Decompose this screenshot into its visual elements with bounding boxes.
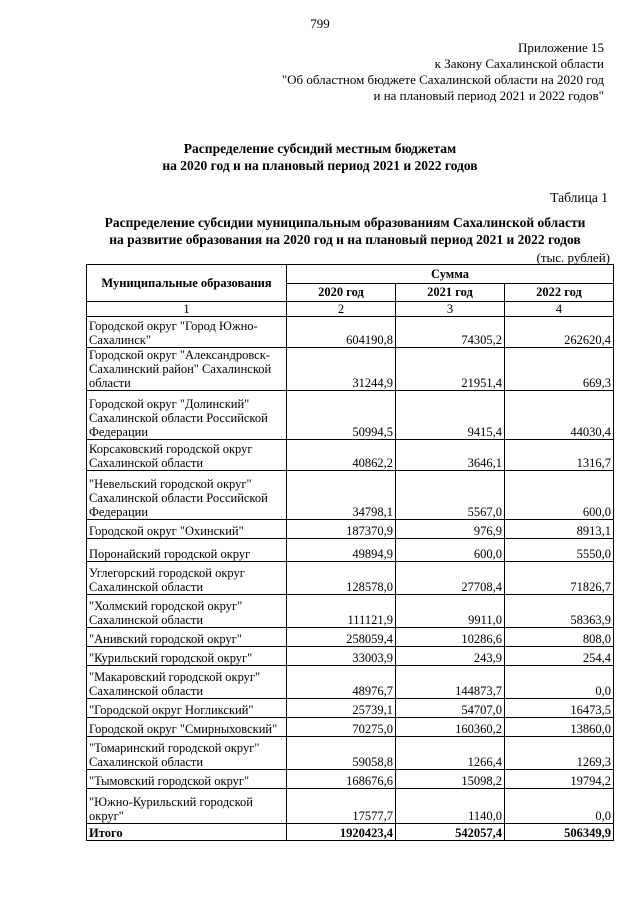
value-2021: 243,9 bbox=[396, 647, 505, 666]
value-2021: 144873,7 bbox=[396, 666, 505, 699]
table-row bbox=[87, 595, 614, 628]
municipality-name: "Невельский городской округ" Сахалинской области Российской Федерации bbox=[87, 471, 287, 520]
header-year: 2021 год bbox=[396, 283, 505, 302]
value-2021: 21951,4 bbox=[396, 348, 505, 391]
value-2020: 17577,7 bbox=[287, 789, 396, 824]
table-row bbox=[87, 391, 614, 440]
column-number: 3 bbox=[396, 302, 505, 317]
table-row bbox=[87, 440, 614, 471]
value-2021: 976,9 bbox=[396, 520, 505, 539]
value-2021: 3646,1 bbox=[396, 440, 505, 471]
value-2020: 187370,9 bbox=[287, 520, 396, 539]
table-label: Таблица 1 bbox=[550, 190, 608, 205]
value-2021: 54707,0 bbox=[396, 699, 505, 718]
appendix-line: и на плановый период 2021 и 2022 годов" bbox=[373, 88, 604, 103]
subtitle-line: Распределение субсидии муниципальным образованиям Сахалинской области bbox=[104, 215, 586, 230]
value-2022: 5550,0 bbox=[505, 539, 614, 562]
value-2020: 59058,8 bbox=[287, 737, 396, 770]
table-row bbox=[87, 770, 614, 789]
column-number: 2 bbox=[287, 302, 396, 317]
table-row bbox=[87, 789, 614, 824]
header-municipal: Муниципальные образования bbox=[87, 265, 287, 302]
value-2022: 8913,1 bbox=[505, 520, 614, 539]
value-2020: 604190,8 bbox=[287, 317, 396, 348]
title-line: Распределение субсидий местным бюджетам bbox=[183, 141, 457, 156]
value-2021: 5567,0 bbox=[396, 471, 505, 520]
value-2022: 16473,5 bbox=[505, 699, 614, 718]
municipality-name: "Курильский городской округ" bbox=[87, 647, 287, 666]
municipality-name: Городской округ "Охинский" bbox=[87, 520, 287, 539]
document-title bbox=[0, 140, 640, 174]
appendix-line: к Закону Сахалинской области bbox=[434, 56, 604, 71]
table-row bbox=[87, 628, 614, 647]
value-2020: 48976,7 bbox=[287, 666, 396, 699]
total-value-2020: 1920423,4 bbox=[287, 824, 396, 841]
table-row bbox=[87, 348, 614, 391]
value-2020: 34798,1 bbox=[287, 471, 396, 520]
table-row bbox=[87, 317, 614, 348]
units-note: (тыс. рублей) bbox=[536, 250, 610, 265]
appendix-note bbox=[282, 40, 604, 104]
municipality-name: "Холмский городской округ" Сахалинской области bbox=[87, 595, 287, 628]
table-row bbox=[87, 666, 614, 699]
municipality-name: Городской округ "Долинский" Сахалинской области Российской Федерации bbox=[87, 391, 287, 440]
value-2022: 1269,3 bbox=[505, 737, 614, 770]
table-row bbox=[87, 647, 614, 666]
value-2022: 44030,4 bbox=[505, 391, 614, 440]
title-line: на 2020 год и на плановый период 2021 и 2022 годов bbox=[162, 158, 478, 173]
municipality-name: Городской округ "Город Южно-Сахалинск" bbox=[87, 317, 287, 348]
table-row bbox=[87, 562, 614, 595]
value-2021: 15098,2 bbox=[396, 770, 505, 789]
value-2020: 50994,5 bbox=[287, 391, 396, 440]
value-2022: 0,0 bbox=[505, 666, 614, 699]
value-2022: 600,0 bbox=[505, 471, 614, 520]
table-row bbox=[87, 520, 614, 539]
total-value-2022: 506349,9 bbox=[505, 824, 614, 841]
value-2021: 27708,4 bbox=[396, 562, 505, 595]
value-2021: 160360,2 bbox=[396, 718, 505, 737]
value-2020: 128578,0 bbox=[287, 562, 396, 595]
value-2020: 111121,9 bbox=[287, 595, 396, 628]
municipality-name: "Тымовский городской округ" bbox=[87, 770, 287, 789]
municipality-name: "Анивский городской округ" bbox=[87, 628, 287, 647]
table-row bbox=[87, 471, 614, 520]
municipality-name: "Макаровский городской округ" Сахалинской области bbox=[87, 666, 287, 699]
total-row bbox=[87, 824, 614, 841]
value-2022: 0,0 bbox=[505, 789, 614, 824]
value-2021: 10286,6 bbox=[396, 628, 505, 647]
value-2022: 254,4 bbox=[505, 647, 614, 666]
value-2022: 58363,9 bbox=[505, 595, 614, 628]
value-2020: 258059,4 bbox=[287, 628, 396, 647]
municipality-name: "Городской округ Ногликский" bbox=[87, 699, 287, 718]
table-title bbox=[95, 214, 595, 248]
value-2021: 1266,4 bbox=[396, 737, 505, 770]
value-2021: 74305,2 bbox=[396, 317, 505, 348]
value-2021: 9911,0 bbox=[396, 595, 505, 628]
municipality-name: Углегорский городской округ Сахалинской области bbox=[87, 562, 287, 595]
appendix-line: "Об областном бюджете Сахалинской области на 2020 год bbox=[281, 72, 604, 87]
municipality-name: Городской округ "Александровск-Сахалинский район" Сахалинской области bbox=[87, 348, 287, 391]
municipality-name: "Томаринский городской округ" Сахалинской области bbox=[87, 737, 287, 770]
municipality-name: "Южно-Курильский городской округ" bbox=[87, 789, 287, 824]
municipality-name: Городской округ "Смирныховский" bbox=[87, 718, 287, 737]
value-2020: 70275,0 bbox=[287, 718, 396, 737]
value-2020: 168676,6 bbox=[287, 770, 396, 789]
total-label: Итого bbox=[87, 824, 287, 841]
header-sum: Сумма bbox=[287, 265, 614, 284]
subsidy-table bbox=[86, 264, 614, 841]
municipality-name: Корсаковский городской округ Сахалинской области bbox=[87, 440, 287, 471]
value-2022: 71826,7 bbox=[505, 562, 614, 595]
value-2020: 40862,2 bbox=[287, 440, 396, 471]
table-row bbox=[87, 737, 614, 770]
value-2022: 1316,7 bbox=[505, 440, 614, 471]
value-2020: 49894,9 bbox=[287, 539, 396, 562]
table-row bbox=[87, 539, 614, 562]
appendix-line: Приложение 15 bbox=[517, 40, 604, 55]
header-row bbox=[87, 265, 614, 284]
column-number-row bbox=[87, 302, 614, 317]
value-2020: 31244,9 bbox=[287, 348, 396, 391]
column-number: 1 bbox=[87, 302, 287, 317]
table-row bbox=[87, 718, 614, 737]
value-2022: 13860,0 bbox=[505, 718, 614, 737]
column-number: 4 bbox=[505, 302, 614, 317]
value-2020: 25739,1 bbox=[287, 699, 396, 718]
value-2022: 262620,4 bbox=[505, 317, 614, 348]
header-year: 2022 год bbox=[505, 283, 614, 302]
page-number: 799 bbox=[310, 16, 330, 31]
header-year: 2020 год bbox=[287, 283, 396, 302]
value-2022: 669,3 bbox=[505, 348, 614, 391]
value-2020: 33003,9 bbox=[287, 647, 396, 666]
total-value-2021: 542057,4 bbox=[396, 824, 505, 841]
municipality-name: Поронайский городской округ bbox=[87, 539, 287, 562]
value-2021: 9415,4 bbox=[396, 391, 505, 440]
subtitle-line: на развитие образования на 2020 год и на плановый период 2021 и 2022 годов bbox=[109, 232, 581, 247]
value-2022: 19794,2 bbox=[505, 770, 614, 789]
table-row bbox=[87, 699, 614, 718]
value-2022: 808,0 bbox=[505, 628, 614, 647]
value-2021: 1140,0 bbox=[396, 789, 505, 824]
value-2021: 600,0 bbox=[396, 539, 505, 562]
